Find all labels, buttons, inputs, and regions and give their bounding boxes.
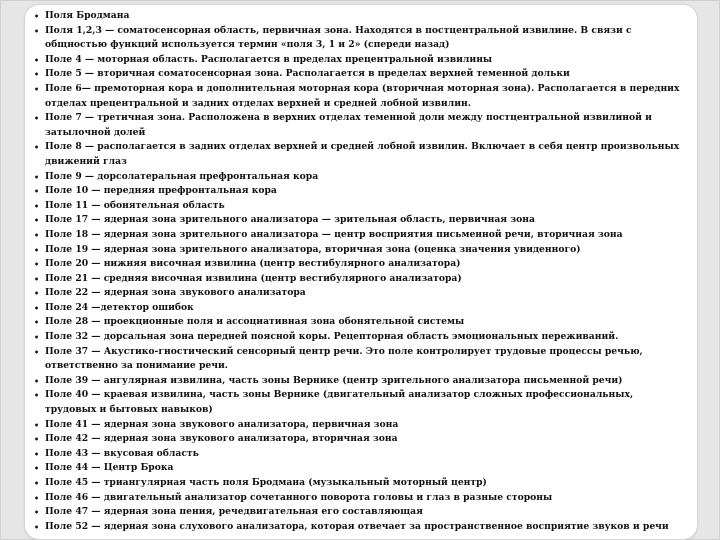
bullet-icon: • — [34, 317, 40, 328]
list-item — [33, 301, 687, 316]
list-item-text: Поле 10 — передняя префронтальная кора — [45, 185, 277, 197]
list-item — [33, 520, 687, 535]
brodmann-list — [25, 5, 697, 534]
list-item-text: Поле 45 — триангулярная часть поля Бродмана (музыкальный моторный центр) — [45, 477, 487, 488]
list-item — [33, 243, 687, 258]
list-item — [33, 199, 687, 214]
bullet-icon: • — [34, 83, 40, 94]
list-item-text: Поле 41 — ядерная зона звукового анализатора, первичная зона — [45, 418, 399, 430]
bullet-icon: • — [34, 54, 40, 65]
bullet-icon: • — [34, 390, 40, 401]
bullet-icon: • — [34, 171, 40, 182]
list-item-text: Поле 47 — ядерная зона пения, речедвигательная его составляющая — [45, 506, 423, 518]
bullet-icon: • — [34, 375, 40, 386]
list-item-text: Поле 42 — ядерная зона звукового анализатора, вторичная зона — [45, 433, 398, 445]
list-item-text: Поле 24 —детектор ошибок — [45, 301, 194, 313]
list-item-text: Поле 4 — моторная область. Располагается в пределах прецентральной извилины — [45, 53, 493, 65]
bullet-icon: • — [34, 448, 40, 459]
list-item-text: Поле 9 — дорсолатеральная префронтальная кора — [45, 170, 319, 182]
bullet-icon: • — [34, 215, 40, 226]
bullet-icon: • — [34, 186, 40, 197]
bullet-icon: • — [34, 463, 40, 474]
list-item — [33, 82, 687, 111]
slide-page — [25, 5, 697, 539]
list-item — [33, 272, 687, 287]
list-item-text: Поля 1,2,3 — соматосенсорная область, первичная зона. Находятся в постцентральной извилине. В связи с общностью функций используется термин «поля 3, 1 и 2» (спереди назад) — [45, 24, 632, 51]
list-item — [33, 315, 687, 330]
list-item-text: Поле 18 — ядерная зона зрительного анализатора — центр восприятия письменной речи, вторичная зона — [45, 228, 623, 240]
list-item — [33, 476, 687, 491]
list-item — [33, 257, 687, 272]
bullet-icon: • — [34, 69, 40, 80]
list-item — [33, 140, 687, 169]
list-item-text: Поле 22 — ядерная зона звукового анализатора — [45, 287, 306, 299]
list-item — [33, 286, 687, 301]
list-item-text: Поле 21 — средняя височная извилина (центр вестибулярного анализатора) — [45, 272, 462, 284]
bullet-icon: • — [34, 521, 40, 532]
bullet-icon: • — [34, 419, 40, 430]
list-item-text: Поле 6— премоторная кора и дополнительная моторная кора (вторичная моторная зона). Располагается в передних отделах прецентральной и задних отделах верхней и средней лобной извилин. — [45, 82, 680, 109]
list-item-text: Поле 40 — краевая извилина, часть зоны Верникe (двигательный анализатор сложных профессиональных, трудовых и бытовых навыков) — [45, 389, 634, 416]
list-item — [33, 388, 687, 417]
bullet-icon: • — [34, 478, 40, 488]
list-item — [33, 447, 687, 462]
list-item — [33, 432, 687, 447]
list-item — [33, 345, 687, 374]
list-item-text: Поле 20 — нижняя височная извилина (центр вестибулярного анализатора) — [45, 258, 461, 270]
list-item — [33, 53, 687, 68]
bullet-icon: • — [34, 288, 40, 299]
list-item-text: Поле 46 — двигательный анализатор сочетанного поворота головы и глаз в разные стороны — [45, 491, 553, 503]
bullet-icon: • — [34, 346, 40, 357]
list-item — [33, 67, 687, 82]
list-item-text: Поле 8 — располагается в задних отделах верхней и средней лобной извилин. Включает в себя центр произвольных движений глаз — [45, 141, 680, 167]
list-item-text: Поле 44 — Центр Брока — [45, 462, 174, 474]
bullet-icon: • — [34, 259, 40, 270]
bullet-icon: • — [34, 113, 40, 124]
list-item — [33, 505, 687, 520]
list-item — [33, 418, 687, 433]
list-item-text: Поле 37 — Акустико-гностический сенсорный центр речи. Это поле контролирует трудовые процессы речью, ответственно за понимание речи. — [45, 345, 643, 372]
list-item — [33, 184, 687, 199]
list-item — [33, 491, 687, 506]
list-item-text: Поле 52 — ядерная зона слухового анализатора, которая отвечает за пространственное восприятие звуков и речи — [45, 520, 669, 532]
list-item — [33, 24, 687, 53]
list-item — [33, 228, 687, 243]
bullet-icon: • — [34, 11, 40, 21]
list-item — [33, 461, 687, 476]
bullet-icon: • — [34, 492, 40, 503]
list-item-text: Поле 17 — ядерная зона зрительного анализатора — зрительная область, первичная зона — [45, 214, 535, 226]
bullet-icon: • — [34, 200, 40, 211]
list-item — [33, 374, 687, 389]
list-item — [33, 330, 687, 345]
list-item — [33, 111, 687, 140]
bullet-icon: • — [34, 332, 40, 343]
list-item-text: Поле 43 — вкусовая область — [45, 447, 199, 459]
bullet-icon: • — [34, 507, 40, 518]
bullet-icon: • — [34, 229, 40, 240]
list-item — [33, 170, 687, 185]
list-item-text: Поле 19 — ядерная зона зрительного анализатора, вторичная зона (оценка значения увиденного) — [45, 243, 581, 255]
list-item — [33, 213, 687, 228]
list-item-text: Поле 5 — вторичная соматосенсорная зона. Располагается в пределах верхней теменной дольки — [45, 68, 570, 80]
list-item-text: Поля Бродмана — [45, 10, 130, 21]
bullet-icon: • — [34, 142, 40, 153]
bullet-icon: • — [34, 302, 40, 313]
bullet-icon: • — [34, 434, 40, 445]
list-item-text: Поле 32 — дорсальная зона передней поясной коры. Рецепторная область эмоциональных переживаний. — [45, 331, 619, 343]
list-item — [33, 9, 687, 24]
bullet-icon: • — [34, 244, 40, 255]
list-item-text: Поле 39 — ангулярная извилина, часть зоны Верникe (центр зрительного анализатора письменной речи) — [45, 374, 623, 386]
bullet-icon: • — [34, 273, 40, 284]
bullet-icon: • — [34, 25, 40, 36]
list-item-text: Поле 28 — проекционные поля и ассоциативная зона обонятельной системы — [45, 316, 465, 328]
list-item-text: Поле 7 — третичная зона. Расположена в верхних отделах теменной доли между постцентральной извилиной и затылочной долей — [45, 112, 652, 138]
list-item-text: Поле 11 — обонятельная область — [45, 199, 225, 211]
